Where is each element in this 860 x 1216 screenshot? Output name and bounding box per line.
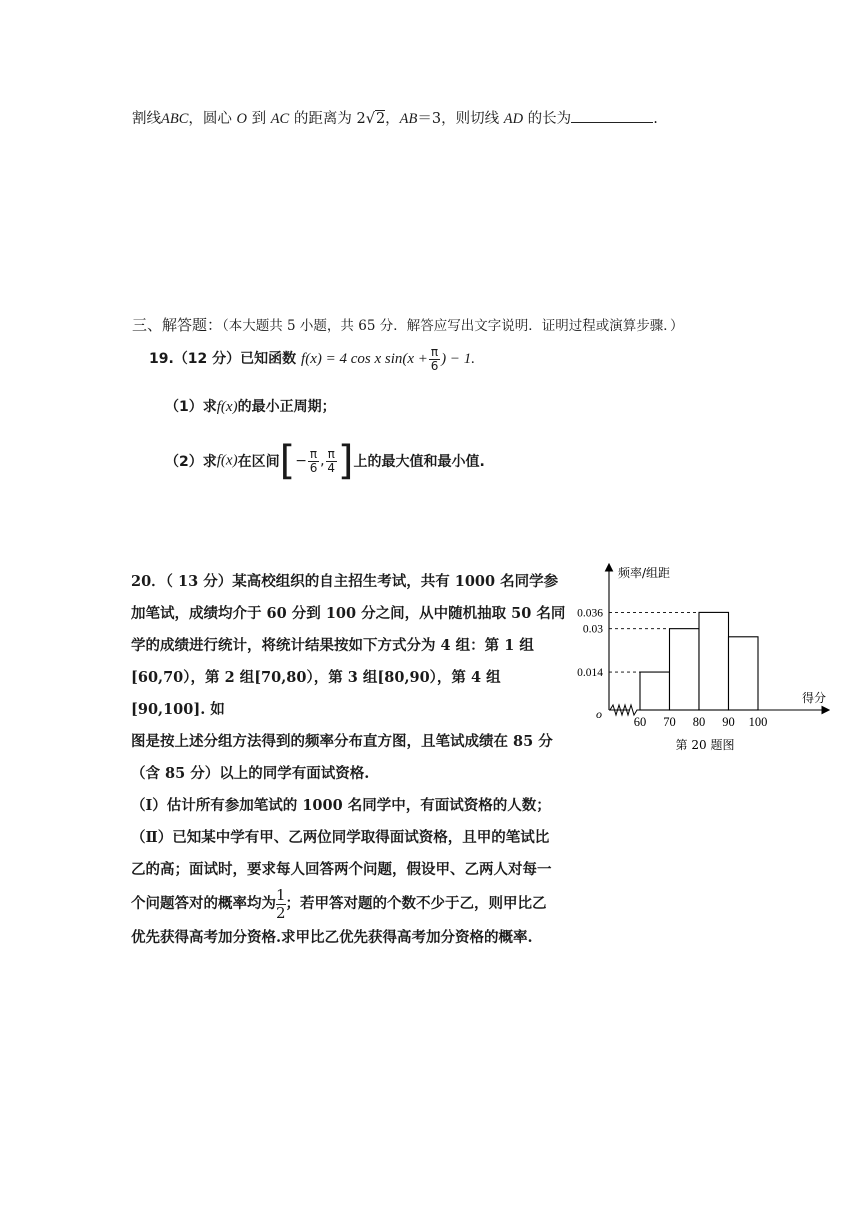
fraction-denominator: 2 [276,903,286,922]
figure-caption: 第 20 题图 [675,738,735,752]
interval-right-bracket: ] [337,438,354,484]
q20-line: [60,70），第 2 组[70,80），第 3 组[80,90），第 4 组[90,100]. 如 [131,669,501,718]
fraction-numerator: 1 [276,886,286,904]
q20-line: 图是按上述分组方法得到的频率分布直方图，且笔试成绩在 85 分 [131,733,553,750]
fraction-denominator: 4 [327,460,336,475]
q19-function-tail: ) − 1. [441,351,476,368]
q20-line: （Ⅰ）估计所有参加笔试的 1000 名同学中，有面试资格的人数； [131,797,551,814]
q18-sqrt-radicand: 2 [375,111,386,127]
y-tick-label: 0.036 [577,607,603,620]
interval-minus: − [295,453,307,469]
q18-tail-line [132,107,658,128]
frequency-histogram [560,555,840,760]
q19-stem [149,346,475,372]
q19-part1 [165,396,336,416]
x-tick-label: 80 [692,715,706,729]
q18-text: ＝3，则切线 [417,111,504,127]
x-tick-label: 90 [722,715,735,729]
fraction-numerator: π [327,446,335,461]
section3-heading [132,314,683,335]
section3-note: （本大题共 5 小题，共 65 分．解答应写出文字说明．证明过程或演算步骤．） [222,318,684,334]
y-tick-label: 0.014 [577,667,603,680]
x-axis-label: 得分 [802,691,827,705]
q18-coef-two: 2 [356,111,366,127]
q20-text-block [131,566,571,954]
q18-secant-abc: ABC [161,111,189,127]
q19-part1-label: （1）求 [165,399,217,415]
q18-text: ，圆心 [188,111,237,127]
q18-sqrt-sign: √ [365,111,375,127]
fraction-denominator: 6 [430,358,439,373]
histogram-plot-area [577,565,828,752]
q20-line: （含 85 分）以上的同学有面试资格. [131,765,370,782]
q18-line-ac: AC [270,111,290,127]
q18-text: 到 [246,111,271,127]
histogram-bar [640,672,670,710]
q20-line: 加笔试，成绩均介于 60 分到 100 分之间，从中随机抽取 50 名同 [131,605,566,622]
fraction-numerator: π [430,345,439,359]
origin-label: o [596,707,602,721]
q20-line: ；若甲答对题的个数不少于乙，则甲比乙 [285,895,547,912]
fraction-numerator: π [309,446,318,461]
q20-line: 乙的高；面试时，要求每人回答两个问题，假设甲、乙两人对每一 [131,861,552,878]
q19-part2 [165,438,485,484]
half-fraction [276,887,286,921]
q19-part2-label: （2）求 [165,454,217,470]
x-tick-label: 60 [633,715,647,729]
q18-text: 的长为 [523,111,572,127]
q20-line: 个问题答对的概率均为 [131,895,276,912]
answer-blank[interactable] [571,108,653,123]
q18-tangent-ad: AD [503,111,524,127]
q20-line: 学的成绩进行统计，将统计结果按如下方式分为 4 组：第 1 组 [131,637,534,654]
q20-line: （Ⅱ）已知某中学有甲、乙两位同学取得面试资格，且甲的笔试比 [131,829,550,846]
q19-part1-f: f(x) [216,399,238,415]
section3-title: 三、解答题： [132,316,223,334]
interval-lower-fraction [308,448,319,474]
histogram-bar [699,612,729,710]
x-tick-label: 70 [663,715,676,729]
q18-text: 割线 [132,111,161,127]
q18-period: . [653,111,658,127]
interval-left-bracket: [ [279,438,296,484]
interval-upper-fraction [326,448,337,474]
q20-line: 优先获得高考加分资格.求甲比乙优先获得高考加分资格的概率. [131,929,533,946]
histogram-bar [729,637,759,710]
q19-part2-tail: 上的最大值和最小值. [353,454,485,470]
y-axis-label: 频率/组距 [618,566,671,580]
q20-line: 20．（ 13 分）某高校组织的自主招生考试，共有 1000 名同学参 [131,573,559,590]
q18-center-o: O [236,111,247,127]
q19-lead: 19.（12 分）已知函数 [149,351,297,368]
x-tick-label: 100 [748,715,768,729]
q18-seg-ab: AB [399,111,418,127]
q19-function: f(x) = 4 cos x sin(x + [301,351,428,368]
q20-line-probability [131,886,571,922]
interval-comma: , [320,453,325,469]
histogram-bar [670,629,700,710]
q19-part1-text: 的最小正周期； [237,399,336,415]
q19-pi-over-6 [429,346,440,372]
q19-part2-text: 在区间 [237,454,280,470]
q19-part2-f: f(x) [216,452,238,469]
fraction-denominator: 6 [309,460,318,475]
q18-text: 的距离为 [289,111,357,127]
q18-text: ， [385,111,400,127]
y-tick-label: 0.03 [582,623,603,636]
